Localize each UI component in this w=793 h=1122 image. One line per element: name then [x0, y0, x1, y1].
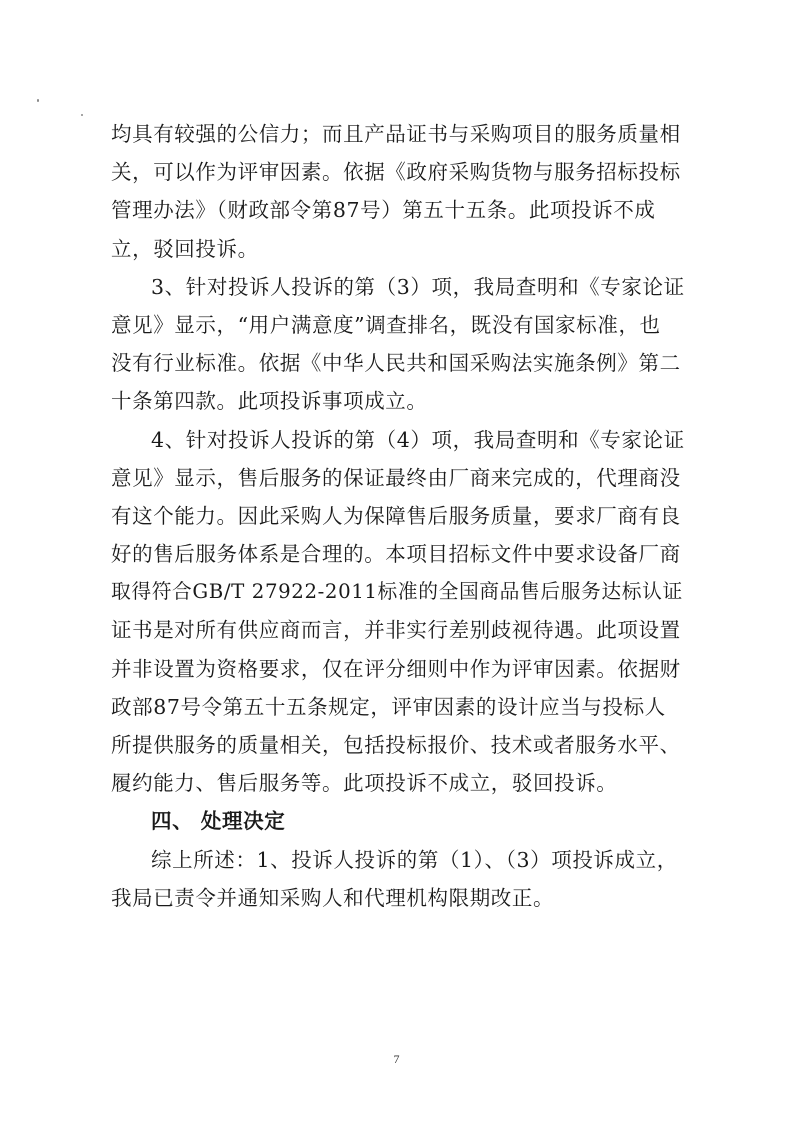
paragraph-line: 证书是对所有供应商而言，并非实行差别歧视待遇。此项设置 [111, 618, 681, 643]
paragraph-line: 均具有较强的公信力；而且产品证书与采购项目的服务质量相 [111, 122, 681, 146]
paragraph-line: 政部87号令第五十五条规定，评审因素的设计应当与投标人 [111, 694, 666, 719]
paragraph-line: 好的售后服务体系是合理的。本项目招标文件中要求设备厂商 [111, 542, 681, 567]
body-text [111, 115, 689, 917]
paragraph-line: 管理办法》（财政部令第87号）第五十五条。此项投诉不成 [111, 198, 656, 223]
section-heading: 四、 处理决定 [151, 809, 286, 834]
paragraph-line: 立，驳回投诉。 [111, 236, 259, 261]
paragraph-line: 十条第四款。此项投诉事项成立。 [111, 389, 428, 414]
paragraph-line: 履约能力、售后服务等。此项投诉不成立，驳回投诉。 [111, 771, 618, 796]
paragraph-line: 有这个能力。因此采购人为保障售后服务质量，要求厂商有良 [111, 503, 681, 528]
paragraph-line: 3、针对投诉人投诉的第（3）项，我局查明和《专家论证 [151, 274, 685, 299]
paragraph-line: 我局已责令并通知采购人和代理机构限期改正。 [111, 885, 555, 910]
paragraph-line: 并非设置为资格要求，仅在评分细则中作为评审因素。依据财 [111, 656, 681, 681]
paragraph-line: 取得符合GB/T 27922-2011标准的全国商品售后服务达标认证 [111, 580, 683, 604]
paragraph-line: 综上所述：1、投诉人投诉的第（1）、（3）项投诉成立， [151, 847, 678, 872]
paragraph-line: 没有行业标准。依据《中华人民共和国采购法实施条例》第二 [111, 351, 681, 376]
paragraph-line: 意见》显示，“用户满意度”调查排名，既没有国家标准，也 [111, 312, 661, 337]
paragraph-line: 关，可以作为评审因素。依据《政府采购货物与服务招标投标 [111, 160, 681, 185]
page-number: 7 [393, 1052, 400, 1066]
paragraph-line: 4、针对投诉人投诉的第（4）项，我局查明和《专家论证 [151, 427, 685, 452]
scan-speck [37, 99, 39, 102]
scan-speck [81, 114, 83, 116]
paragraph-line: 意见》显示，售后服务的保证最终由厂商来完成的，代理商没 [111, 465, 681, 490]
paragraph-line: 所提供服务的质量相关，包括投标报价、技术或者服务水平、 [111, 733, 681, 757]
